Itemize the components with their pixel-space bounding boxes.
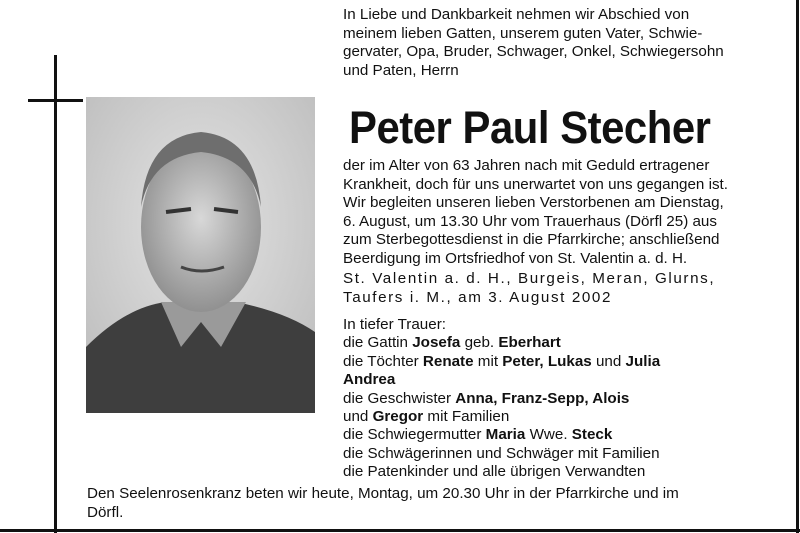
mourner-line (343, 334, 660, 352)
mourner-line: die Patenkinder und alle übrigen Verwandten (343, 463, 646, 481)
text: mit Familien (423, 408, 510, 426)
mourner-line (343, 426, 660, 444)
name: Gregor (372, 408, 424, 426)
mourner-line (343, 371, 660, 389)
deceased-name: Peter Paul Stecher (349, 102, 711, 153)
mourners-list (343, 316, 660, 482)
text: mit (473, 352, 503, 370)
cross-icon-vertical (54, 55, 57, 533)
intro-paragraph (343, 6, 724, 80)
name: Anna, Franz-Sepp, Alois (455, 389, 630, 407)
name: Renate (422, 352, 474, 370)
body-line: der im Alter von 63 Jahren nach mit Geduld ertragener (343, 157, 710, 174)
intro-line: In Liebe und Dankbarkeit nehmen wir Abschied von (343, 6, 690, 23)
footer-line: Dörfl. (87, 503, 124, 521)
text: Wwe. (525, 426, 572, 444)
text: geb. (460, 334, 499, 352)
name: Peter, Lukas (502, 352, 592, 370)
body-line: Wir begleiten unseren lieben Verstorbenen am Dienstag, (343, 194, 724, 212)
rosary-notice (87, 485, 679, 522)
text: die Schwiegermutter (343, 426, 486, 444)
mourner-line (343, 390, 660, 408)
text: und (343, 408, 373, 426)
body-line: zum Sterbegottesdienst in die Pfarrkirche; anschließend (343, 231, 720, 249)
place-line: St. Valentin a. d. H., Burgeis, Meran, Glurns, (343, 270, 716, 287)
cross-icon-horizontal (28, 99, 83, 102)
portrait-photo (86, 97, 315, 413)
intro-line: und Paten, Herrn (343, 61, 459, 79)
text: die Geschwister (343, 389, 456, 407)
body-line: 6. August, um 13.30 Uhr vom Trauerhaus (Dörfl 25) aus (343, 212, 717, 230)
border-bottom (0, 529, 800, 532)
text: die Töchter (343, 352, 423, 370)
intro-line: gervater, Opa, Bruder, Schwager, Onkel, Schwiegersohn (343, 43, 724, 61)
body-line: Beerdigung im Ortsfriedhof von St. Valentin a. d. H. (343, 249, 688, 267)
mourner-line (343, 353, 660, 371)
place-date (343, 270, 715, 307)
name: Eberhart (498, 334, 561, 352)
text: die Gattin (343, 334, 413, 352)
mourners-heading: In tiefer Trauer: (343, 316, 446, 333)
intro-line: meinem lieben Gatten, unserem guten Vater, Schwie- (343, 24, 703, 42)
body-paragraph (343, 157, 728, 269)
name: Julia (625, 352, 661, 370)
footer-line: Den Seelenrosenkranz beten wir heute, Montag, um 20.30 Uhr in der Pfarrkirche und im (87, 485, 679, 502)
body-line: Krankheit, doch für uns unerwartet von uns gegangen ist. (343, 175, 728, 193)
text: und (591, 352, 626, 370)
border-right (796, 0, 799, 533)
name: Maria (485, 426, 526, 444)
mourner-line: die Schwägerinnen und Schwäger mit Familien (343, 444, 660, 462)
place-line: Taufers i. M., am 3. August 2002 (343, 288, 612, 306)
mourner-line (343, 408, 660, 426)
name: Andrea (343, 371, 396, 389)
name: Steck (571, 426, 613, 444)
name: Josefa (412, 334, 461, 352)
